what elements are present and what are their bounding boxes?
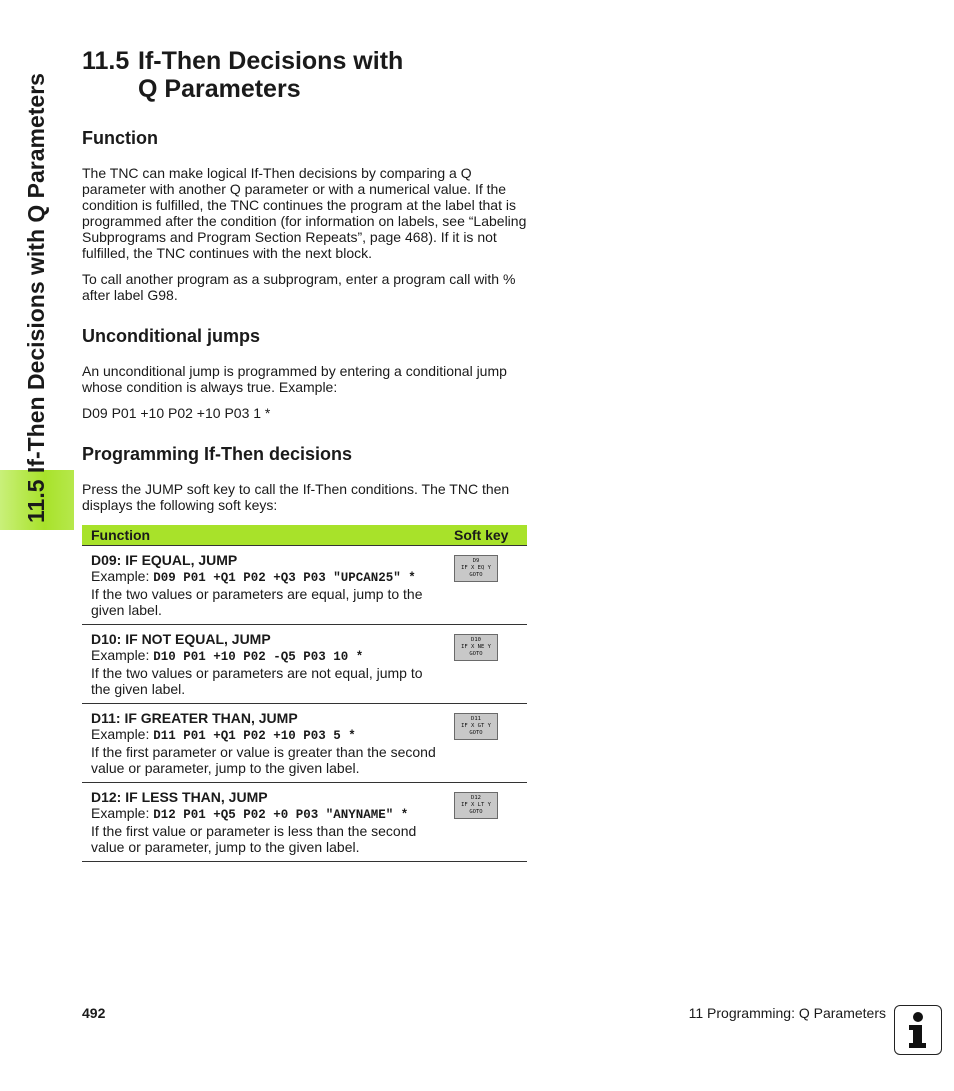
softkey-d12[interactable]: D12 IF X LT Y GOTO bbox=[454, 792, 498, 819]
softkey-d11[interactable]: D11 IF X GT Y GOTO bbox=[454, 713, 498, 740]
header-function: Function bbox=[91, 527, 151, 543]
example-code: D11 P01 +Q1 P02 +10 P03 5 * bbox=[153, 729, 356, 743]
table-row bbox=[82, 703, 527, 782]
function-heading: Function bbox=[82, 128, 158, 148]
chapter-title: 11 Programming: Q Parameters bbox=[688, 1005, 886, 1021]
page-title bbox=[82, 47, 403, 103]
page-number: 492 bbox=[82, 1005, 106, 1021]
table-header bbox=[82, 525, 527, 545]
table-row bbox=[82, 782, 527, 861]
example-code: D12 P01 +Q5 P02 +0 P03 "ANYNAME" * bbox=[153, 808, 409, 822]
table-row bbox=[82, 545, 527, 624]
row-title: D12: IF LESS THAN, JUMP bbox=[91, 789, 268, 805]
example-code: D09 P01 +Q1 P02 +Q3 P03 "UPCAN25" * bbox=[153, 571, 416, 585]
info-icon bbox=[894, 1005, 942, 1055]
unconditional-example: D09 P01 +10 P02 +10 P03 1 * bbox=[82, 405, 271, 421]
example-label: Example: bbox=[91, 805, 154, 821]
subprogram-paragraph: To call another program as a subprogram, enter a program call with % after label G98. bbox=[82, 271, 516, 303]
row-description: If the first value or parameter is less than the second value or parameter, jump to the given label. bbox=[91, 823, 417, 855]
example-label: Example: bbox=[91, 647, 154, 663]
row-description: If the two values or parameters are not equal, jump to the given label. bbox=[91, 665, 423, 697]
function-paragraph: The TNC can make logical If-Then decisions by comparing a Q parameter with another Q parameter or with a numerical value. If the condition is fulfilled, the TNC continues the program at the label that is programmed after the condition (for information on labels, see “Labeling Subprograms and Program Section Repeats”, page 468). If it is not fulfilled, the TNC continues with the next block. bbox=[82, 165, 527, 261]
example-code: D10 P01 +10 P02 -Q5 P03 10 * bbox=[153, 650, 364, 664]
info-glyph-icon bbox=[895, 1006, 940, 1053]
unconditional-heading: Unconditional jumps bbox=[82, 326, 260, 346]
row-description: If the first parameter or value is greater than the second value or parameter, jump to the given label. bbox=[91, 744, 436, 776]
row-title: D09: IF EQUAL, JUMP bbox=[91, 552, 238, 568]
header-softkey: Soft key bbox=[454, 527, 509, 543]
section-number: 11.5 bbox=[82, 47, 130, 75]
programming-heading: Programming If-Then decisions bbox=[82, 444, 353, 464]
table-row bbox=[82, 624, 527, 703]
side-section-title: 11.5 If-Then Decisions with Q Parameters bbox=[23, 73, 49, 523]
row-description: If the two values or parameters are equal, jump to the given label. bbox=[91, 586, 423, 618]
unconditional-paragraph: An unconditional jump is programmed by entering a conditional jump whose condition is always true. Example: bbox=[82, 363, 507, 395]
example-label: Example: bbox=[91, 726, 154, 742]
title-line1: If-Then Decisions with bbox=[138, 47, 404, 75]
example-label: Example: bbox=[91, 568, 154, 584]
title-line2: Q Parameters bbox=[138, 75, 301, 103]
programming-paragraph: Press the JUMP soft key to call the If-Then conditions. The TNC then displays the following soft keys: bbox=[82, 481, 510, 513]
row-title: D11: IF GREATER THAN, JUMP bbox=[91, 710, 298, 726]
softkey-d10[interactable]: D10 IF X NE Y GOTO bbox=[454, 634, 498, 661]
row-title: D10: IF NOT EQUAL, JUMP bbox=[91, 631, 271, 647]
softkey-d09[interactable]: D9 IF X EQ Y GOTO bbox=[454, 555, 498, 582]
softkey-table bbox=[82, 525, 527, 862]
